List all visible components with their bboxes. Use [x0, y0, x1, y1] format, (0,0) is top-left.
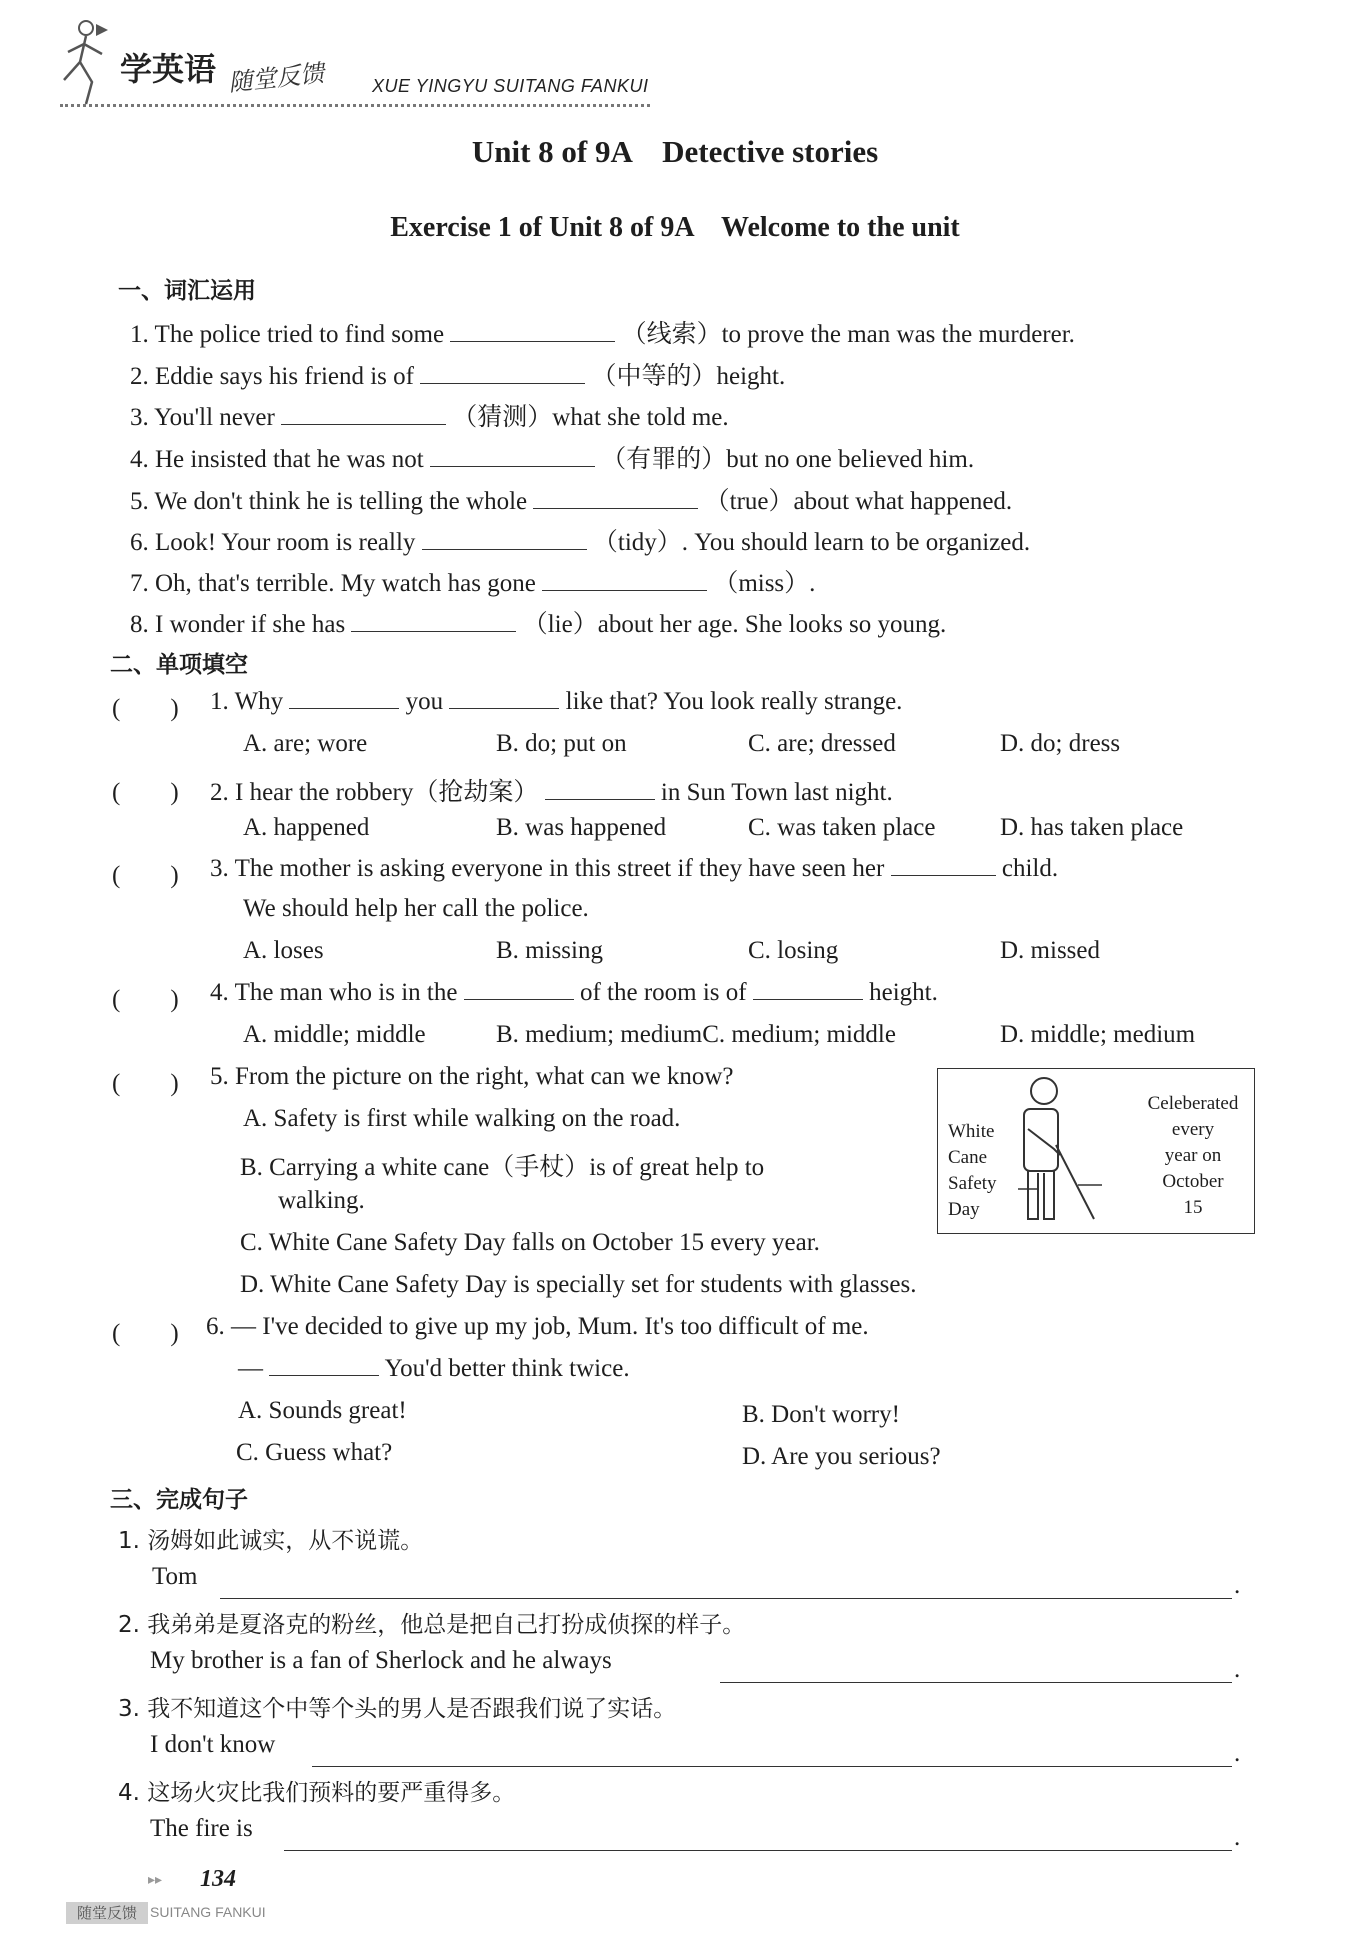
header-logo	[56, 18, 126, 108]
answer-bracket[interactable]: ( )	[112, 986, 179, 1013]
option-b[interactable]: B. missing	[496, 937, 603, 964]
mc-question-3-line2: We should help her call the police.	[243, 895, 589, 922]
option-c[interactable]: C. White Cane Safety Day falls on October 15 every year.	[240, 1229, 820, 1256]
answer-bracket[interactable]: ( )	[112, 1320, 179, 1347]
answer-blank[interactable]	[430, 448, 595, 467]
answer-blank[interactable]	[464, 981, 574, 1000]
figure-right-label: Celeberated every year on October 15	[1147, 1093, 1239, 1218]
runner-logo-icon	[56, 18, 126, 108]
answer-blank[interactable]	[542, 572, 707, 591]
vocab-item-8: 8. I wonder if she has （lie）about her age. She looks so young.	[130, 611, 947, 638]
option-b-c[interactable]: B. medium; mediumC. medium; middle	[496, 1021, 896, 1048]
vocab-item-5: 5. We don't think he is telling the whole （true）about what happened.	[130, 488, 1013, 515]
page-number: 134	[200, 1866, 236, 1892]
answer-blank[interactable]	[422, 531, 587, 550]
option-b[interactable]: B. Don't worry!	[742, 1401, 900, 1428]
option-b[interactable]: B. Carrying a white cane（手杖）is of great help to	[240, 1154, 765, 1181]
period: .	[1234, 1656, 1241, 1683]
vocab-item-6: 6. Look! Your room is really （tidy）. You should learn to be organized.	[130, 529, 1031, 556]
header-pinyin: XUE YINGYU SUITANG FANKUI	[372, 76, 649, 96]
answer-blank[interactable]	[351, 613, 516, 632]
answer-blank[interactable]	[281, 406, 446, 425]
footer-subtitle: SUITANG FANKUI	[150, 1904, 266, 1920]
answer-line[interactable]	[284, 1850, 1232, 1851]
period: .	[1234, 1824, 1241, 1851]
vocab-item-3: 3. You'll never （猜测）what she told me.	[130, 404, 729, 431]
mc-question-5: 5. From the picture on the right, what can we know?	[210, 1063, 734, 1090]
period: .	[1234, 1572, 1241, 1599]
header-title: 学英语	[120, 50, 217, 88]
white-cane-figure	[937, 1068, 1255, 1234]
figure-left-label: White Cane Safety Day	[948, 1121, 997, 1220]
option-a[interactable]: A. Sounds great!	[238, 1397, 407, 1424]
answer-blank[interactable]	[420, 365, 585, 384]
translate-item-2-en: My brother is a fan of Sherlock and he always	[150, 1647, 612, 1674]
translate-item-2-cn: 2. 我弟弟是夏洛克的粉丝，他总是把自己打扮成侦探的样子。	[118, 1612, 746, 1638]
option-a[interactable]: A. are; wore	[243, 730, 368, 757]
mc-question-2: 2. I hear the robbery（抢劫案） in Sun Town last night.	[210, 779, 893, 806]
answer-line[interactable]	[220, 1598, 1232, 1599]
section3-heading: 三、完成句子	[110, 1487, 248, 1513]
option-d[interactable]: D. middle; medium	[1000, 1021, 1196, 1048]
answer-bracket[interactable]: ( )	[112, 779, 179, 806]
arrow-icon: ▸▸	[148, 1872, 163, 1888]
unit-title: Unit 8 of 9A Detective stories	[471, 134, 879, 169]
answer-blank[interactable]	[891, 857, 996, 876]
answer-bracket[interactable]: ( )	[112, 1070, 179, 1097]
translate-item-3-en: I don't know	[150, 1731, 276, 1758]
footer-badge: 随堂反馈	[66, 1902, 148, 1924]
section1-heading: 一、词汇运用	[118, 278, 256, 304]
vocab-item-1: 1. The police tried to find some （线索）to prove the man was the murderer.	[130, 321, 1075, 348]
mc-question-1: 1. Why you like that? You look really strange.	[210, 688, 903, 715]
answer-blank[interactable]	[449, 690, 559, 709]
option-a[interactable]: A. Safety is first while walking on the road.	[243, 1105, 681, 1132]
answer-blank[interactable]	[269, 1357, 379, 1376]
translate-item-1-en: Tom	[152, 1563, 198, 1590]
answer-bracket[interactable]: ( )	[112, 862, 179, 889]
answer-line[interactable]	[720, 1682, 1232, 1683]
answer-line[interactable]	[312, 1766, 1232, 1767]
translate-item-3-cn: 3. 我不知道这个中等个头的男人是否跟我们说了实话。	[118, 1696, 677, 1722]
vocab-item-7: 7. Oh, that's terrible. My watch has gone （miss）.	[130, 570, 816, 597]
answer-blank[interactable]	[533, 490, 698, 509]
option-d[interactable]: D. White Cane Safety Day is specially set for students with glasses.	[240, 1271, 917, 1298]
option-c[interactable]: C. losing	[748, 937, 839, 964]
option-d[interactable]: D. do; dress	[1000, 730, 1121, 757]
translate-item-1-cn: 1. 汤姆如此诚实，从不说谎。	[118, 1528, 424, 1554]
option-b[interactable]: B. was happened	[496, 814, 667, 841]
mc-question-6-reply: — You'd better think twice.	[238, 1355, 630, 1382]
option-c[interactable]: C. are; dressed	[748, 730, 896, 757]
option-d[interactable]: D. Are you serious?	[742, 1443, 941, 1470]
option-c[interactable]: C. was taken place	[748, 814, 936, 841]
option-d[interactable]: D. has taken place	[1000, 814, 1184, 841]
mc-question-6: 6. — I've decided to give up my job, Mum. It's too difficult of me.	[206, 1313, 869, 1340]
translate-item-4-cn: 4. 这场火灾比我们预料的要严重得多。	[118, 1780, 516, 1806]
header-divider	[60, 104, 650, 107]
answer-blank[interactable]	[753, 981, 863, 1000]
translate-item-4-en: The fire is	[150, 1815, 253, 1842]
option-a[interactable]: A. loses	[243, 937, 324, 964]
vocab-item-4: 4. He insisted that he was not （有罪的）but no one believed him.	[130, 446, 975, 473]
section2-heading: 二、单项填空	[110, 652, 248, 678]
option-a[interactable]: A. happened	[243, 814, 370, 841]
period: .	[1234, 1740, 1241, 1767]
option-b-cont: walking.	[278, 1187, 365, 1214]
exercise-title: Exercise 1 of Unit 8 of 9A Welcome to the unit	[390, 212, 960, 243]
option-b[interactable]: B. do; put on	[496, 730, 627, 757]
answer-blank[interactable]	[545, 781, 655, 800]
option-d[interactable]: D. missed	[1000, 937, 1100, 964]
answer-blank[interactable]	[450, 323, 615, 342]
vocab-item-2: 2. Eddie says his friend is of （中等的）height.	[130, 363, 786, 390]
answer-blank[interactable]	[289, 690, 399, 709]
option-a[interactable]: A. middle; middle	[243, 1021, 426, 1048]
option-c[interactable]: C. Guess what?	[236, 1439, 393, 1466]
mc-question-3: 3. The mother is asking everyone in this street if they have seen her child.	[210, 855, 1059, 882]
answer-bracket[interactable]: ( )	[112, 695, 179, 722]
mc-question-4: 4. The man who is in the of the room is of height.	[210, 979, 938, 1006]
header-subtitle: 随堂反馈	[227, 59, 326, 97]
